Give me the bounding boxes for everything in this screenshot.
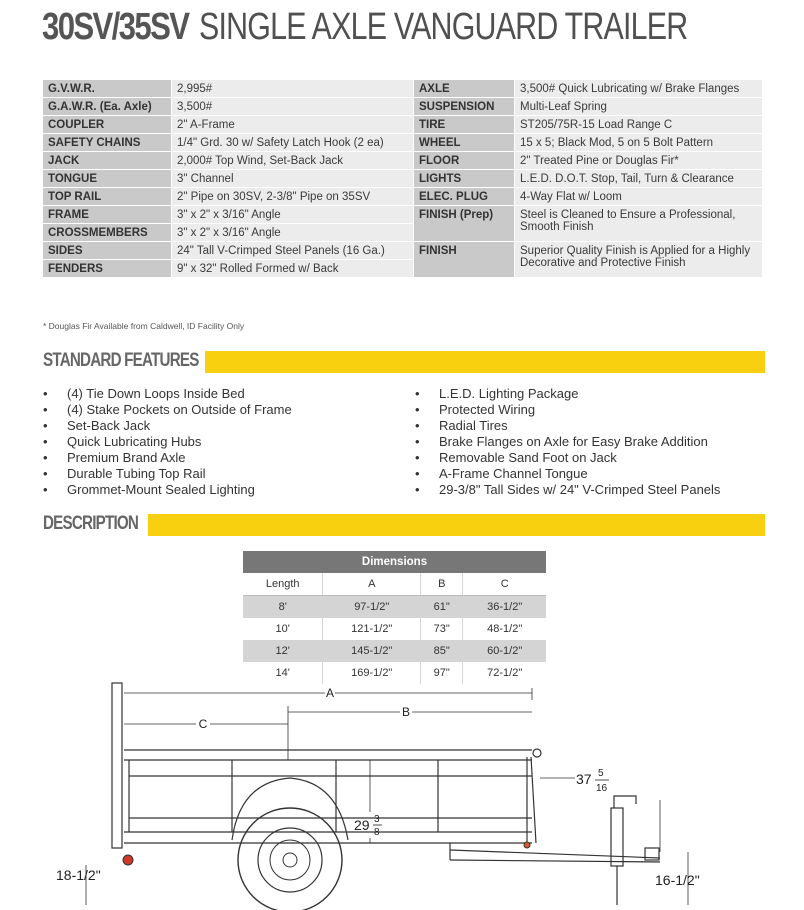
model-name: SINGLE AXLE VANGUARD TRAILER bbox=[198, 6, 688, 48]
table-cell: 12' bbox=[243, 640, 323, 662]
table-header-row bbox=[243, 573, 546, 596]
spec-label: G.V.W.R. bbox=[43, 80, 172, 98]
spec-label: FLOOR bbox=[414, 152, 515, 170]
wheel bbox=[238, 808, 342, 910]
hitch-dimension-whole: 37 bbox=[576, 771, 592, 787]
spec-row bbox=[43, 152, 762, 170]
table-cell: 73" bbox=[421, 618, 463, 640]
specs-table bbox=[43, 80, 762, 278]
spec-value: 2" Pipe on 30SV, 2-3/8" Pipe on 35SV bbox=[172, 188, 414, 206]
spec-value: 15 x 5; Black Mod, 5 on 5 Bolt Pattern bbox=[515, 134, 763, 152]
spec-value: Superior Quality Finish is Applied for a Highly Decorative and Protective Finish bbox=[515, 242, 763, 278]
table-cell: 169-1/2" bbox=[323, 662, 421, 684]
list-item: • Durable Tubing Top Rail bbox=[43, 466, 292, 482]
table-cell: 60-1/2" bbox=[463, 640, 546, 662]
spec-value: 9" x 32" Rolled Formed w/ Back bbox=[172, 260, 414, 278]
features-list-left bbox=[43, 386, 292, 498]
spec-value: Steel is Cleaned to Ensure a Professional, Smooth Finish bbox=[515, 206, 763, 242]
column-header: A bbox=[323, 573, 421, 596]
table-cell: 85" bbox=[421, 640, 463, 662]
spec-label: SUSPENSION bbox=[414, 98, 515, 116]
table-row bbox=[243, 618, 546, 640]
marker-light bbox=[524, 842, 530, 848]
front-height-label: 16-1/2" bbox=[655, 872, 700, 888]
spec-row bbox=[43, 98, 762, 116]
spec-label: FRAME bbox=[43, 206, 172, 224]
spec-label: SAFETY CHAINS bbox=[43, 134, 172, 152]
table-cell: 145-1/2" bbox=[323, 640, 421, 662]
spec-value: 2" A-Frame bbox=[172, 116, 414, 134]
spec-row bbox=[43, 242, 762, 260]
column-header: C bbox=[463, 573, 546, 596]
table-cell: 121-1/2" bbox=[323, 618, 421, 640]
spec-row bbox=[43, 116, 762, 134]
table-cell: 72-1/2" bbox=[463, 662, 546, 684]
spec-label: CROSSMEMBERS bbox=[43, 224, 172, 242]
hitch-dimension-denominator: 16 bbox=[596, 783, 608, 794]
list-item: • Quick Lubricating Hubs bbox=[43, 434, 292, 450]
list-item: • Protected Wiring bbox=[415, 402, 720, 418]
spec-label: AXLE bbox=[414, 80, 515, 98]
spec-label: FINISH bbox=[414, 242, 515, 278]
spec-row bbox=[43, 80, 762, 98]
spec-value: 4-Way Flat w/ Loom bbox=[515, 188, 763, 206]
column-header: B bbox=[421, 573, 463, 596]
rear-post bbox=[112, 683, 122, 848]
list-item: • (4) Tie Down Loops Inside Bed bbox=[43, 386, 292, 402]
table-cell: 61" bbox=[421, 596, 463, 619]
spec-value: 2,995# bbox=[172, 80, 414, 98]
list-item: • L.E.D. Lighting Package bbox=[415, 386, 720, 402]
spec-label: SIDES bbox=[43, 242, 172, 260]
dimension-label-b: B bbox=[401, 705, 411, 719]
page-title bbox=[42, 6, 804, 54]
spec-row bbox=[43, 134, 762, 152]
table-cell: 14' bbox=[275, 667, 290, 679]
list-item: • Brake Flanges on Axle for Easy Brake Addition bbox=[415, 434, 720, 450]
trailer-side-view-drawing bbox=[0, 670, 804, 910]
table-cell: 10' bbox=[275, 623, 290, 635]
table-row bbox=[243, 596, 546, 619]
standard-features-heading: STANDARD FEATURES bbox=[43, 350, 199, 371]
section-divider-bar bbox=[205, 351, 765, 373]
list-item: • Premium Brand Axle bbox=[43, 450, 292, 466]
spec-row bbox=[43, 188, 762, 206]
jack bbox=[611, 808, 623, 866]
section-divider-bar bbox=[148, 514, 765, 536]
spec-label: LIGHTS bbox=[414, 170, 515, 188]
list-item: • Removable Sand Foot on Jack bbox=[415, 450, 720, 466]
spec-label: COUPLER bbox=[43, 116, 172, 134]
spec-label: FENDERS bbox=[43, 260, 172, 278]
spec-label: G.A.W.R. (Ea. Axle) bbox=[43, 98, 172, 116]
spec-label: TOP RAIL bbox=[43, 188, 172, 206]
description-heading: DESCRIPTION bbox=[43, 513, 139, 534]
rear-height-label: 18-1/2" bbox=[56, 867, 101, 883]
spec-label: ELEC. PLUG bbox=[414, 188, 515, 206]
spec-value: L.E.D. D.O.T. Stop, Tail, Turn & Clearance bbox=[515, 170, 763, 188]
tongue bbox=[450, 850, 660, 858]
spec-row bbox=[43, 170, 762, 188]
model-number: 30SV/35SV bbox=[42, 6, 189, 48]
list-item: • A-Frame Channel Tongue bbox=[415, 466, 720, 482]
side-height-numerator: 3 bbox=[374, 814, 380, 825]
spec-label: TIRE bbox=[414, 116, 515, 134]
spec-value: 3" x 2" x 3/16" Angle bbox=[172, 224, 414, 242]
dimensions-table bbox=[243, 551, 546, 684]
footnote: * Douglas Fir Available from Caldwell, ID Facility Only bbox=[43, 321, 245, 331]
column-header: Length bbox=[243, 573, 323, 596]
list-item: • Set-Back Jack bbox=[43, 418, 292, 434]
spec-label: TONGUE bbox=[43, 170, 172, 188]
spec-value: 3,500# Quick Lubricating w/ Brake Flanges bbox=[515, 80, 763, 98]
list-item: • (4) Stake Pockets on Outside of Frame bbox=[43, 402, 292, 418]
dimension-label-a: A bbox=[325, 686, 335, 700]
spec-value: 2,000# Top Wind, Set-Back Jack bbox=[172, 152, 414, 170]
spec-label: JACK bbox=[43, 152, 172, 170]
spec-value: Multi-Leaf Spring bbox=[515, 98, 763, 116]
spec-value: 24" Tall V-Crimped Steel Panels (16 Ga.) bbox=[172, 242, 414, 260]
spec-value: ST205/75R-15 Load Range C bbox=[515, 116, 763, 134]
table-cell: 8' bbox=[243, 596, 323, 619]
spec-label: WHEEL bbox=[414, 134, 515, 152]
list-item: • Radial Tires bbox=[415, 418, 720, 434]
table-cell: 97" bbox=[421, 662, 463, 684]
list-item: • Grommet-Mount Sealed Lighting bbox=[43, 482, 292, 498]
hitch-dimension-numerator: 5 bbox=[598, 768, 604, 779]
fender bbox=[232, 778, 348, 840]
table-cell: 48-1/2" bbox=[463, 618, 546, 640]
table-cell: 36-1/2" bbox=[463, 596, 546, 619]
spec-label: FINISH (Prep) bbox=[414, 206, 515, 242]
spec-value: 3" x 2" x 3/16" Angle bbox=[172, 206, 414, 224]
side-height-whole: 29 bbox=[354, 817, 370, 833]
table-cell: 97-1/2" bbox=[323, 596, 421, 619]
dimension-lines bbox=[86, 688, 688, 905]
spec-value: 3" Channel bbox=[172, 170, 414, 188]
spec-row bbox=[43, 206, 762, 224]
jack-handle bbox=[614, 796, 636, 808]
tail-light bbox=[123, 855, 133, 865]
front-corner bbox=[533, 749, 541, 757]
features-list-right bbox=[415, 386, 720, 498]
dimension-label-c: C bbox=[198, 717, 208, 731]
list-item: • 29-3/8" Tall Sides w/ 24" V-Crimped Steel Panels bbox=[415, 482, 720, 498]
table-row bbox=[243, 640, 546, 662]
spec-value: 3,500# bbox=[172, 98, 414, 116]
side-height-denominator: 8 bbox=[374, 827, 380, 838]
trailer-outline bbox=[112, 683, 660, 905]
spec-value: 2" Treated Pine or Douglas Fir* bbox=[515, 152, 763, 170]
spec-value: 1/4" Grd. 30 w/ Safety Latch Hook (2 ea) bbox=[172, 134, 414, 152]
dimensions-caption: Dimensions bbox=[243, 551, 546, 573]
